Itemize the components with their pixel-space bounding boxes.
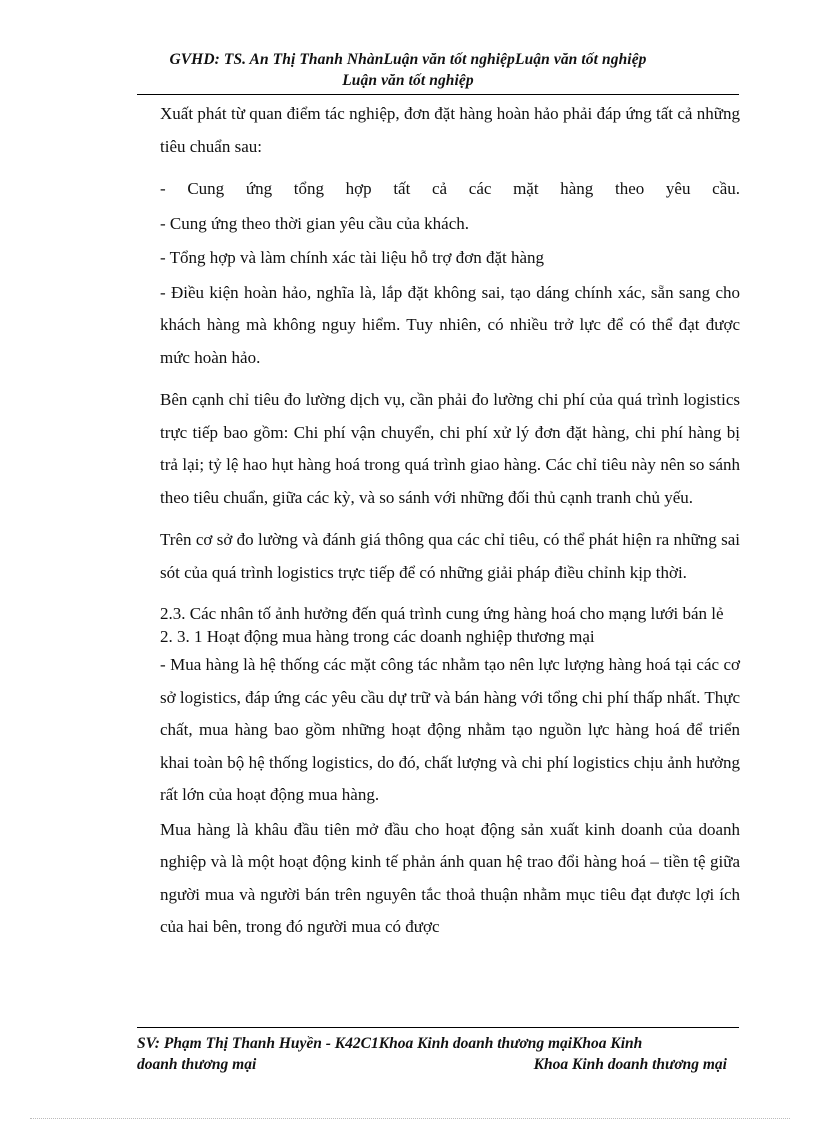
- paragraph-purchasing: - Mua hàng là hệ thống các mặt công tác nhằm tạo nên lực lượng hàng hoá tại các cơ sở logistics, đáp ứng các yêu cầu dự trữ và bán hàng với tổng chi phí thấp nhất. Thực chất, mua hàng bao gồm những hoạt động nhằm tạo nguồn lực hàng hoá để triển khai toàn bộ hệ thống logistics, do đó, chất lượng và chi phí logistics chịu ảnh hưởng rất lớn của hoạt động mua hàng.: [160, 655, 740, 804]
- footer-line-2-left: doanh thương mại: [137, 1056, 257, 1073]
- footer-line-2-right: Khoa Kinh doanh thương mại: [533, 1056, 727, 1073]
- paragraph-intro: Xuất phát từ quan điểm tác nghiệp, đơn đặt hàng hoàn hảo phải đáp ứng tất cả những tiêu chuẩn sau:: [160, 104, 740, 156]
- footer-divider: [137, 1027, 739, 1028]
- page-body: [160, 98, 740, 954]
- page-bottom-dotted-line: [30, 1118, 790, 1119]
- bullet-item: - Tổng hợp và làm chính xác tài liệu hỗ trợ đơn đặt hàng: [160, 248, 545, 267]
- paragraph-evaluation: Trên cơ sở đo lường và đánh giá thông qua các chỉ tiêu, có thể phát hiện ra những sai sót của quá trình logistics trực tiếp để có những giải pháp điều chỉnh kịp thời.: [160, 530, 740, 582]
- header-line-2: Luận văn tốt nghiệp: [342, 72, 474, 89]
- page-header: [130, 49, 686, 91]
- paragraph-purchasing-continued: Mua hàng là khâu đầu tiên mở đầu cho hoạt động sản xuất kinh doanh của doanh nghiệp và là một hoạt động kinh tế phản ánh quan hệ trao đổi hàng hoá – tiền tệ giữa người mua và người bán trên nguyên tắc thoả thuận nhằm mục tiêu đạt được lợi ích của hai bên, trong đó người mua có được: [160, 819, 740, 936]
- bullet-item: - Cung ứng theo thời gian yêu cầu của khách.: [160, 213, 470, 233]
- bullet-item: - Cung ứng tổng hợp tất cả các mặt hàng theo yêu cầu.: [160, 179, 740, 198]
- page-footer: [137, 1033, 727, 1075]
- header-divider: [137, 94, 739, 95]
- section-heading: 2.3. Các nhân tố ảnh hưởng đến quá trình cung ứng hàng hoá cho mạng lưới bán lẻ: [160, 604, 724, 623]
- bullet-item: - Điều kiện hoàn hảo, nghĩa là, lắp đặt không sai, tạo dáng chính xác, sẵn sang cho khách hàng mà không nguy hiểm. Tuy nhiên, có nhiều trở lực để có thể đạt được mức hoàn hảo.: [160, 282, 740, 367]
- subsection-heading: 2. 3. 1 Hoạt động mua hàng trong các doanh nghiệp thương mại: [160, 627, 595, 646]
- paragraph-cost-measurement: Bên cạnh chỉ tiêu đo lường dịch vụ, cần phải đo lường chi phí của quá trình logistics trực tiếp bao gồm: Chi phí vận chuyển, chi phí xử lý đơn đặt hàng, chi phí hàng bị trả lại; tỷ lệ hao hụt hàng hoá trong quá trình giao hàng. Các chỉ tiêu này nên so sánh theo tiêu chuẩn, giữa các kỳ, và so sánh với những đối thủ cạnh tranh chủ yếu.: [160, 390, 740, 507]
- footer-line-1: SV: Phạm Thị Thanh Huyền - K42C1Khoa Kinh doanh thương mạiKhoa Kinh: [137, 1035, 643, 1052]
- footer-line-2: [137, 1054, 727, 1075]
- header-line-1: GVHD: TS. An Thị Thanh NhànLuận văn tốt nghiệpLuận văn tốt nghiệp: [169, 51, 647, 68]
